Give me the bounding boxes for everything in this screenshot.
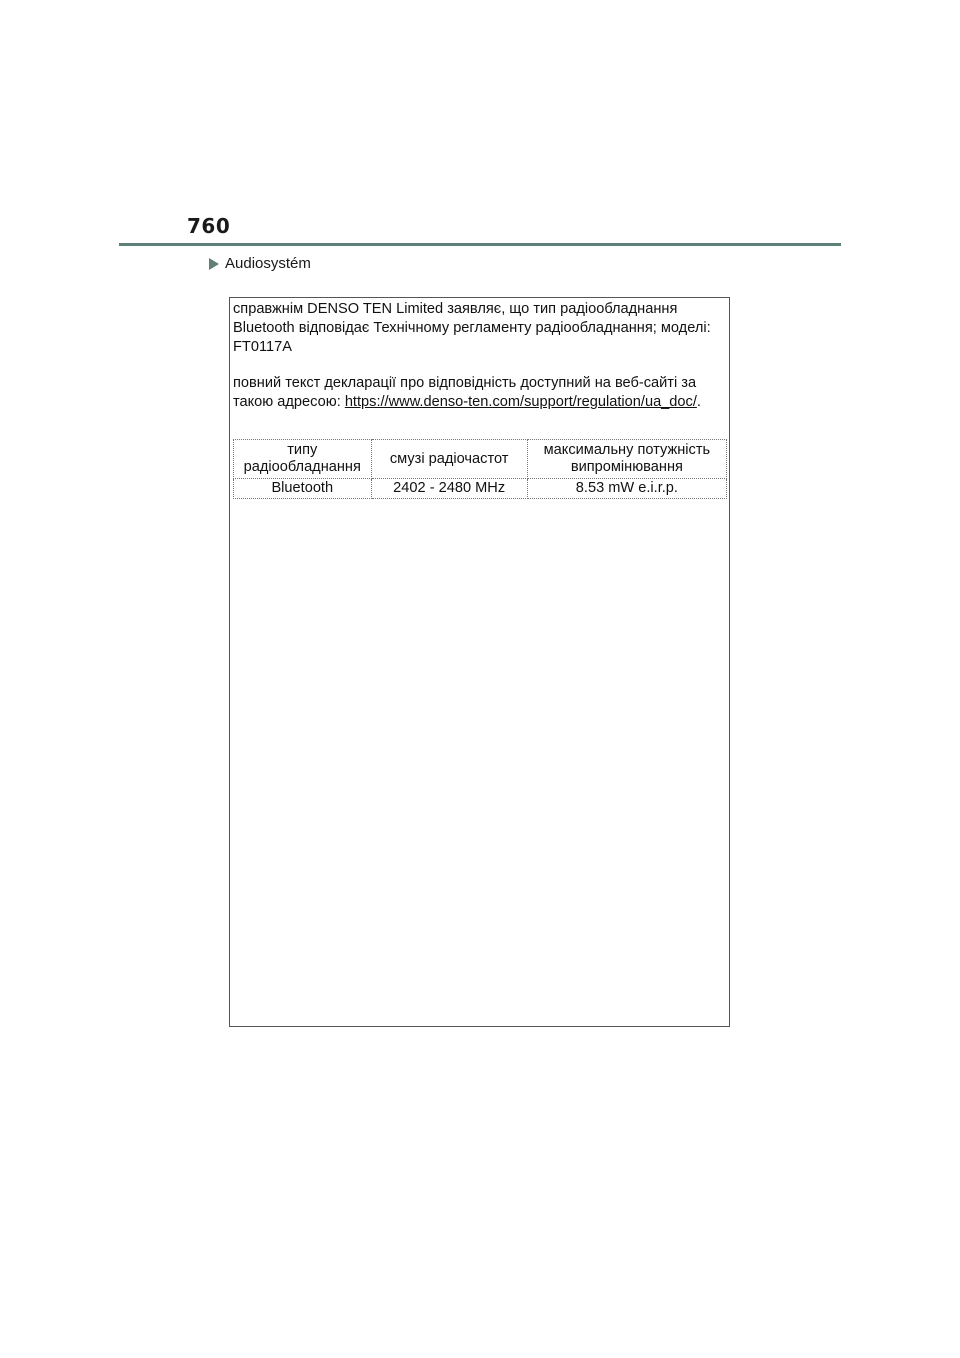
triangle-bullet-icon [209, 258, 219, 270]
header-cell-type: типу радіообладнання [234, 440, 372, 479]
table-row [234, 479, 727, 499]
declaration-link-paragraph [233, 374, 727, 412]
link-suffix-text: . [696, 394, 701, 410]
link-prefix-text: повний текст декларації про відповідність доступний на веб-сайті за такою адресою: [233, 375, 697, 410]
header-rule [119, 243, 841, 246]
cell-band: 2402 - 2480 MHz [371, 479, 527, 499]
section-heading [209, 255, 311, 272]
declaration-link[interactable]: https://www.denso-ten.com/support/regulation/ua_doc/ [344, 394, 697, 410]
radio-spec-table [233, 439, 727, 499]
page-number: 760 [187, 214, 231, 238]
header-cell-power: максимальну потужність випромінювання [527, 440, 726, 479]
declaration-paragraph: справжнім DENSO TEN Limited заявляє, що тип радіообладнання Bluetooth відповідає Технічному регламенту радіообладнання; моделі: FT0117A [233, 301, 711, 355]
cell-type: Bluetooth [234, 479, 372, 499]
table-header-row [234, 440, 727, 479]
cell-power: 8.53 mW e.i.r.p. [527, 479, 726, 499]
declaration-box [229, 297, 730, 1027]
header-cell-band: смузі радіочастот [371, 440, 527, 479]
section-title: Audiosystém [225, 255, 311, 272]
